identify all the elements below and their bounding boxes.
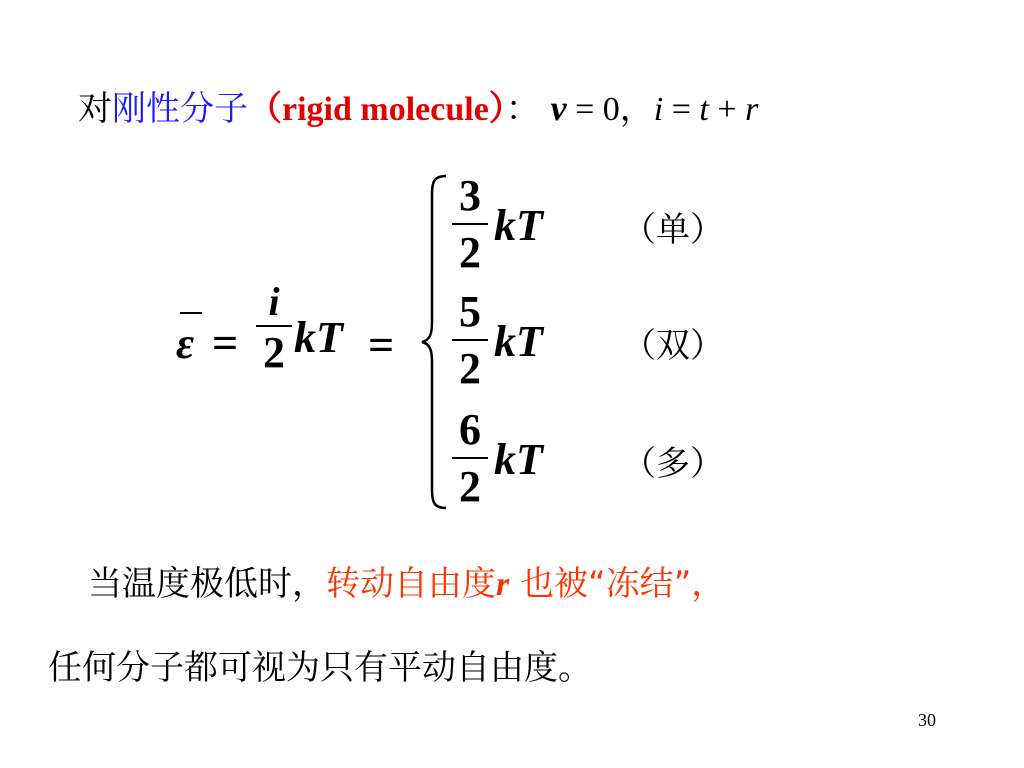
v-symbol: v [550,88,567,128]
formula-t: t [699,91,709,128]
paragraph-line-1 [88,556,725,605]
equals-sign-1: = [212,317,239,368]
case-3-denominator: 2 [459,462,481,511]
fraction-i-over-2 [252,278,296,378]
formula-r: r [745,91,759,128]
case-2-kT: kT [494,317,543,366]
paragraph-line-1-start: 当温度极低时， [88,564,326,604]
case-2-fraction-bar [452,339,488,341]
page-number: 30 [918,710,936,730]
case-3-kT: kT [494,435,543,484]
case-row-1-fraction [448,170,492,278]
case-3-numerator: 6 [459,405,481,454]
v-equals: = 0 [566,91,620,128]
frozen-text: 也被“冻结”， [509,564,726,604]
rotational-dof-r: r [496,566,510,603]
case-3-label: （多） [622,444,724,484]
case-1-label: （单） [622,210,724,250]
heading-prefix: 对 [78,89,112,129]
heading-comma: ， [619,89,654,129]
case-1-denominator: 2 [459,228,481,277]
rotational-dof-text: 转动自由度 [326,564,496,604]
case-row-2-fraction [448,286,492,394]
kT-left: kT [294,313,343,362]
case-3-fraction-bar [452,457,488,459]
heading-colon: ： [505,89,540,129]
equals-sign-2: = [368,319,395,370]
formula-eq: = [663,91,700,128]
case-1-kT: kT [494,201,543,250]
formula-plus: + [708,91,746,128]
case-2-numerator: 5 [459,287,481,336]
paragraph-line-2: 任何分子都可视为只有平动自由度。 [48,648,592,688]
epsilon-symbol: ε [176,319,195,368]
heading-line [78,86,758,132]
case-2-label: （双） [622,326,724,366]
fraction-numerator: i [268,279,280,324]
case-1-fraction-bar [452,223,488,225]
rigid-molecule-cn: 刚性分子 [112,89,248,129]
formula-i: i [653,91,664,128]
fraction-denominator: 2 [263,328,285,377]
case-1-numerator: 3 [459,171,481,220]
rigid-molecule-en: （rigid molecule） [248,91,506,128]
epsilon-overline [180,312,202,314]
case-row-3-fraction [448,404,492,512]
case-2-denominator: 2 [459,344,481,393]
